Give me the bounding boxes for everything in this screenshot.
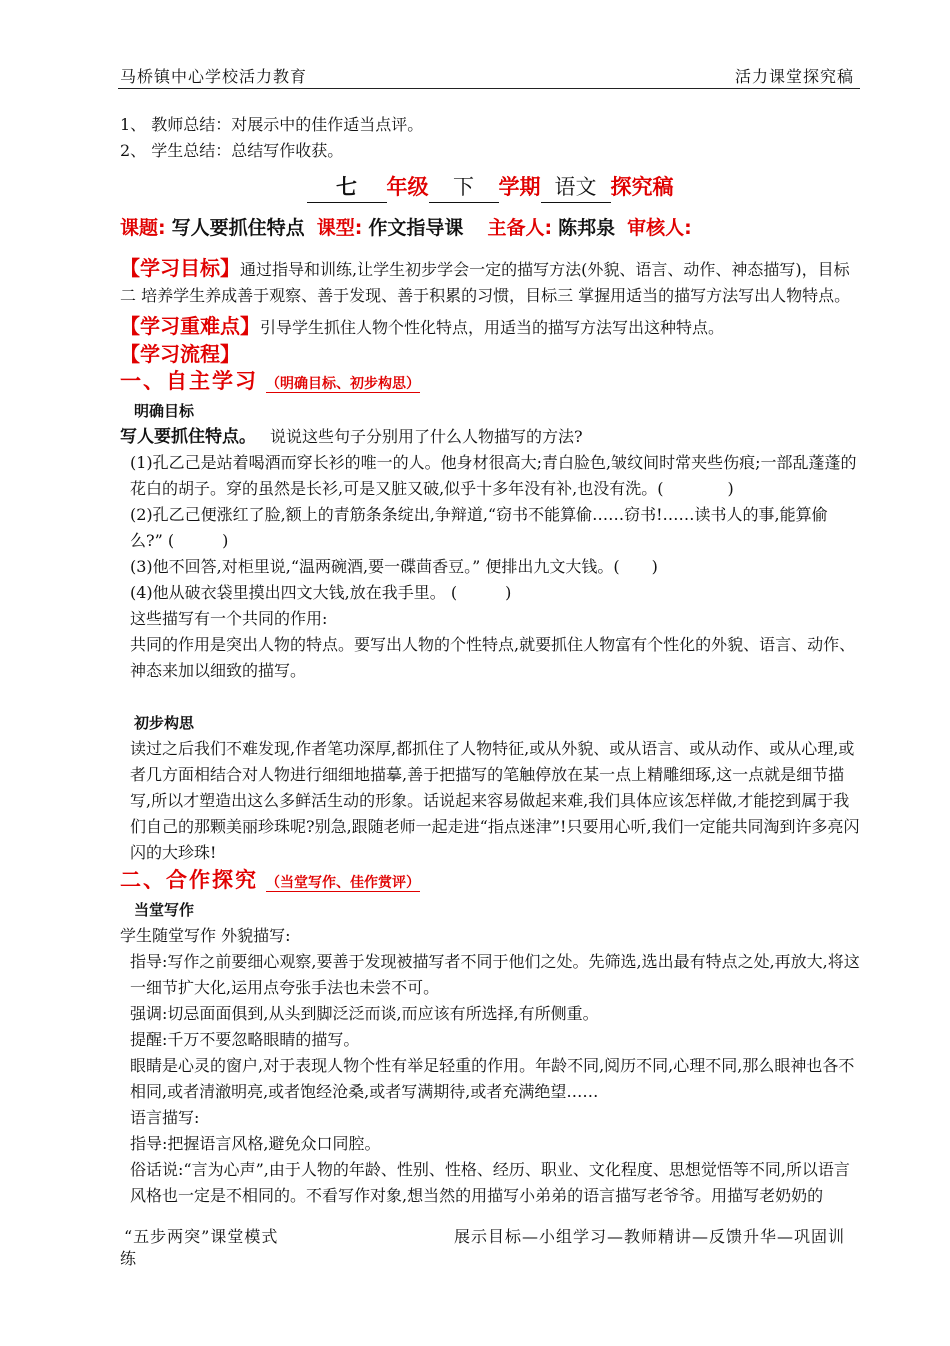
section1-lead: [120, 424, 860, 450]
reviewer-label: 审核人:: [627, 217, 692, 239]
section2-intro: 学生随堂写作 外貌描写:: [120, 926, 291, 945]
type-label: 课型:: [316, 217, 363, 239]
learning-difficulty: [120, 313, 860, 341]
section2-paragraph: 指导:把握语言风格,避免众口同腔。: [130, 1134, 381, 1153]
title-term-label: 学期: [498, 174, 541, 199]
example-item: (2)孔乙己便涨红了脸,额上的青筋条条绽出,争辩道,“窃书不能算偷……窃书!……读书人的事,能算偷么?” ( ): [130, 505, 828, 550]
section2-h1: 当堂写作: [134, 901, 195, 919]
example-item: (3)他不回答,对柜里说,“温两碗酒,要一碟茴香豆。” 便排出九文大钱。( ): [130, 557, 658, 576]
section1-h1: 明确目标: [134, 402, 195, 420]
footer-steps: 展示目标—小组学习—教师精讲—反馈升华—巩固训: [454, 1227, 846, 1246]
summary-item: 2、 学生总结：总结写作收获。: [120, 141, 344, 160]
topic-label: 课题:: [120, 217, 166, 239]
section1-paragraph: 读过之后我们不难发现,作者笔功深厚,都抓住了人物特征,或从外貌、或从语言、或从动作、或从心理,或者几方面相结合对人物进行细细地描摹,善于把描写的笔触停放在某一点上精雕细琢,这一点就是细节描写,所以才塑造出这么多鲜活生动的形象。话说起来容易做起来难,我们具体应该怎样做,才能挖到属于我们自己的那颗美丽珍珠呢?别急,跟随老师一起走进“指点迷津”!只要用心听,我们一定能共同淘到许多亮闪闪的大珍珠!: [130, 739, 860, 862]
spacer: [120, 684, 860, 710]
section2-paragraph: 提醒:千万不要忽略眼睛的描写。: [130, 1030, 360, 1049]
example-item: (1)孔乙己是站着喝酒而穿长衫的唯一的人。他身材很高大;青白脸色,皱纹间时常夹些伤痕;一部乱蓬蓬的花白的胡子。穿的虽然是长衫,可是又脏又破,似乎十多年没有补,也没有洗。( ): [130, 453, 857, 498]
page-header: [118, 64, 860, 89]
section1-title: 一、自主学习: [120, 369, 258, 393]
type-value: 作文指导课: [368, 217, 464, 239]
author-value: 陈邦泉: [558, 217, 616, 239]
section2-subtitle: （当堂写作、佳作赏评）: [266, 875, 420, 891]
section1-lead-text: 说说这些句子分别用了什么人物描写的方法?: [270, 427, 583, 446]
lesson-meta: [120, 213, 860, 243]
section2-paragraph: 指导:写作之前要细心观察,要善于发现被描写者不同于他们之处。先筛选,选出最有特点之处,再放大,将这一细节扩大化,运用点夸张手法也未尝不可。: [130, 952, 860, 997]
example-item: (4)他从破衣袋里摸出四文大钱,放在我手里。 ( ): [130, 583, 512, 602]
section1-heading: [120, 367, 860, 398]
goals-text: 通过指导和训练,让学生初步学会一定的描写方法(外貌、语言、动作、神态描写)，目标二 培养学生养成善于观察、善于发现、善于积累的习惯，目标三 掌握用适当的描写方法写出人物特点。: [120, 260, 851, 305]
difficulty-text: 引导学生抓住人物个性化特点，用适当的描写方法写出这种特点。: [260, 318, 725, 337]
goals-label: 【学习目标】: [120, 256, 240, 280]
title-grade: 七: [307, 172, 387, 203]
title-term: 下: [429, 172, 499, 203]
section2-paragraph: 强调:切忌面面俱到,从头到脚泛泛而谈,而应该有所选择,有所侧重。: [130, 1004, 599, 1023]
section1-lead-bold: 写人要抓住特点。: [120, 427, 256, 447]
footer-mode: “五步两突”课堂模式: [124, 1227, 279, 1246]
process-label: 【学习流程】: [120, 342, 240, 366]
topic-value: 写人要抓住特点: [171, 217, 305, 239]
section2-title: 二、合作探究: [120, 868, 258, 892]
page-content: [120, 112, 860, 1209]
common-question: 这些描写有一个共同的作用:: [130, 609, 328, 628]
section2-paragraph: 眼睛是心灵的窗户,对于表现人物个性有举足轻重的作用。年龄不同,阅历不同,心理不同,那么眼神也各不相同,或者清澈明亮,或者饱经沧桑,或者写满期待,或者充满绝望……: [130, 1056, 855, 1101]
header-school: 马桥镇中心学校活力教育: [120, 67, 308, 86]
section2-heading: [120, 866, 860, 897]
difficulty-label: 【学习重难点】: [120, 314, 260, 338]
summary-item: 1、 教师总结：对展示中的佳作适当点评。: [120, 115, 424, 134]
section1-subtitle: （明确目标、初步构思）: [266, 376, 420, 392]
doc-title: [120, 172, 860, 203]
title-doc: 探究稿: [610, 174, 674, 199]
author-label: 主备人:: [487, 217, 553, 239]
title-subject: 语文: [541, 172, 611, 203]
title-grade-label: 年级: [386, 174, 429, 199]
header-doc-type: 活力课堂探究稿: [734, 67, 854, 86]
section1-h2: 初步构思: [134, 714, 195, 732]
section2-paragraph: 语言描写:: [130, 1108, 200, 1127]
section2-paragraph: 俗话说:“言为心声”,由于人物的年龄、性别、性格、经历、职业、文化程度、思想觉悟等不同,所以语言风格也一定是不相同的。不看写作对象,想当然的用描写小弟弟的语言描写老爷爷。用描写老奶奶的: [130, 1160, 850, 1205]
common-answer: 共同的作用是突出人物的特点。要写出人物的个性特点,就要抓住人物富有个性化的外貌、语言、动作、神态来加以细致的描写。: [130, 635, 856, 680]
learning-goals: [120, 255, 860, 309]
footer-steps-wrap: 练: [120, 1249, 137, 1268]
